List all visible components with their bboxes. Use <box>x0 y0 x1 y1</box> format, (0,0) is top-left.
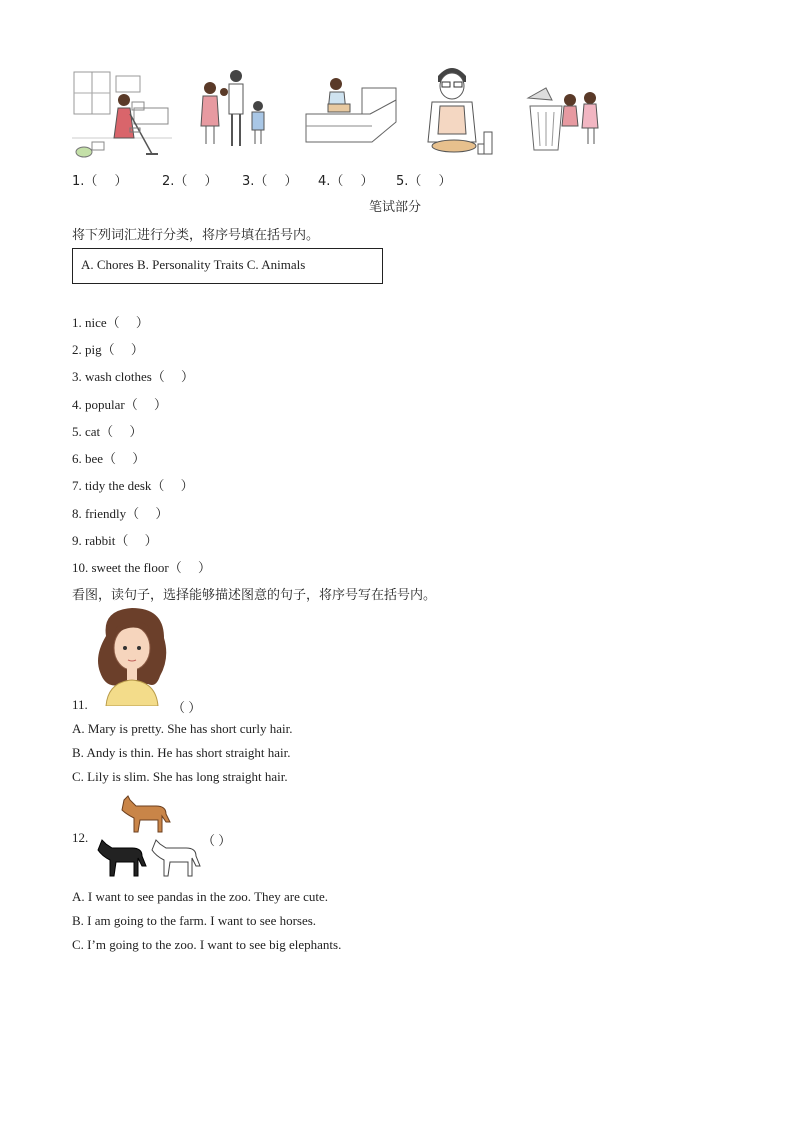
listening-slot-5[interactable]: 5.（ ） <box>396 174 452 189</box>
listening-slot-1[interactable]: 1.（ ） <box>72 174 128 189</box>
family-picture <box>192 68 276 150</box>
section-title: 笔试部分 <box>369 200 422 215</box>
brown-horse-picture <box>116 792 172 836</box>
taking-out-trash-picture <box>526 86 608 154</box>
list-item[interactable]: C. I’m going to the zoo. I want to see big elephants. <box>72 937 342 952</box>
sweeping-picture <box>72 68 172 160</box>
cooking-picture <box>422 62 498 158</box>
list-item[interactable]: 10. sweet the floor（ ） <box>72 560 212 575</box>
list-item[interactable]: A. Mary is pretty. She has short curly hair. <box>72 721 293 736</box>
white-horse-picture <box>146 836 202 880</box>
listening-slot-2[interactable]: 2.（ ） <box>162 174 218 189</box>
list-item[interactable]: B. I am going to the farm. I want to see horses. <box>72 913 317 928</box>
list-item[interactable]: 5. cat（ ） <box>72 424 143 439</box>
list-item[interactable]: 4. popular（ ） <box>72 397 167 412</box>
list-item[interactable]: B. Andy is thin. He has short straight hair. <box>72 745 291 760</box>
list-item[interactable]: 6. bee（ ） <box>72 451 146 466</box>
list-item[interactable]: 8. friendly（ ） <box>72 506 169 521</box>
list-item[interactable]: 9. rabbit（ ） <box>72 533 158 548</box>
question-11-blank[interactable]: （ ） <box>172 700 202 715</box>
question-12-number: 12. <box>72 830 89 845</box>
curly-hair-girl-picture <box>92 606 174 706</box>
listening-slot-4[interactable]: 4.（ ） <box>318 174 374 189</box>
question-12-blank[interactable]: （ ） <box>202 833 232 848</box>
list-item[interactable]: 1. nice（ ） <box>72 315 149 330</box>
question-11-number: 11. <box>72 697 88 712</box>
picture-match-instruction: 看图，读句子，选择能够描述图意的句子，将序号写在括号内。 <box>72 588 437 603</box>
list-item[interactable]: 7. tidy the desk（ ） <box>72 478 194 493</box>
category-list: A. Chores B. Personality Traits C. Animals <box>81 257 306 272</box>
list-item[interactable]: A. I want to see pandas in the zoo. They are cute. <box>72 889 329 904</box>
making-bed-picture <box>300 70 400 154</box>
category-box <box>72 248 383 284</box>
classify-instruction: 将下列词汇进行分类，将序号填在括号内。 <box>72 228 320 243</box>
list-item[interactable]: 2. pig（ ） <box>72 342 144 357</box>
list-item[interactable]: C. Lily is slim. She has long straight hair. <box>72 769 288 784</box>
black-horse-picture <box>92 836 148 880</box>
list-item[interactable]: 3. wash clothes（ ） <box>72 369 195 384</box>
listening-slot-3[interactable]: 3.（ ） <box>242 174 298 189</box>
